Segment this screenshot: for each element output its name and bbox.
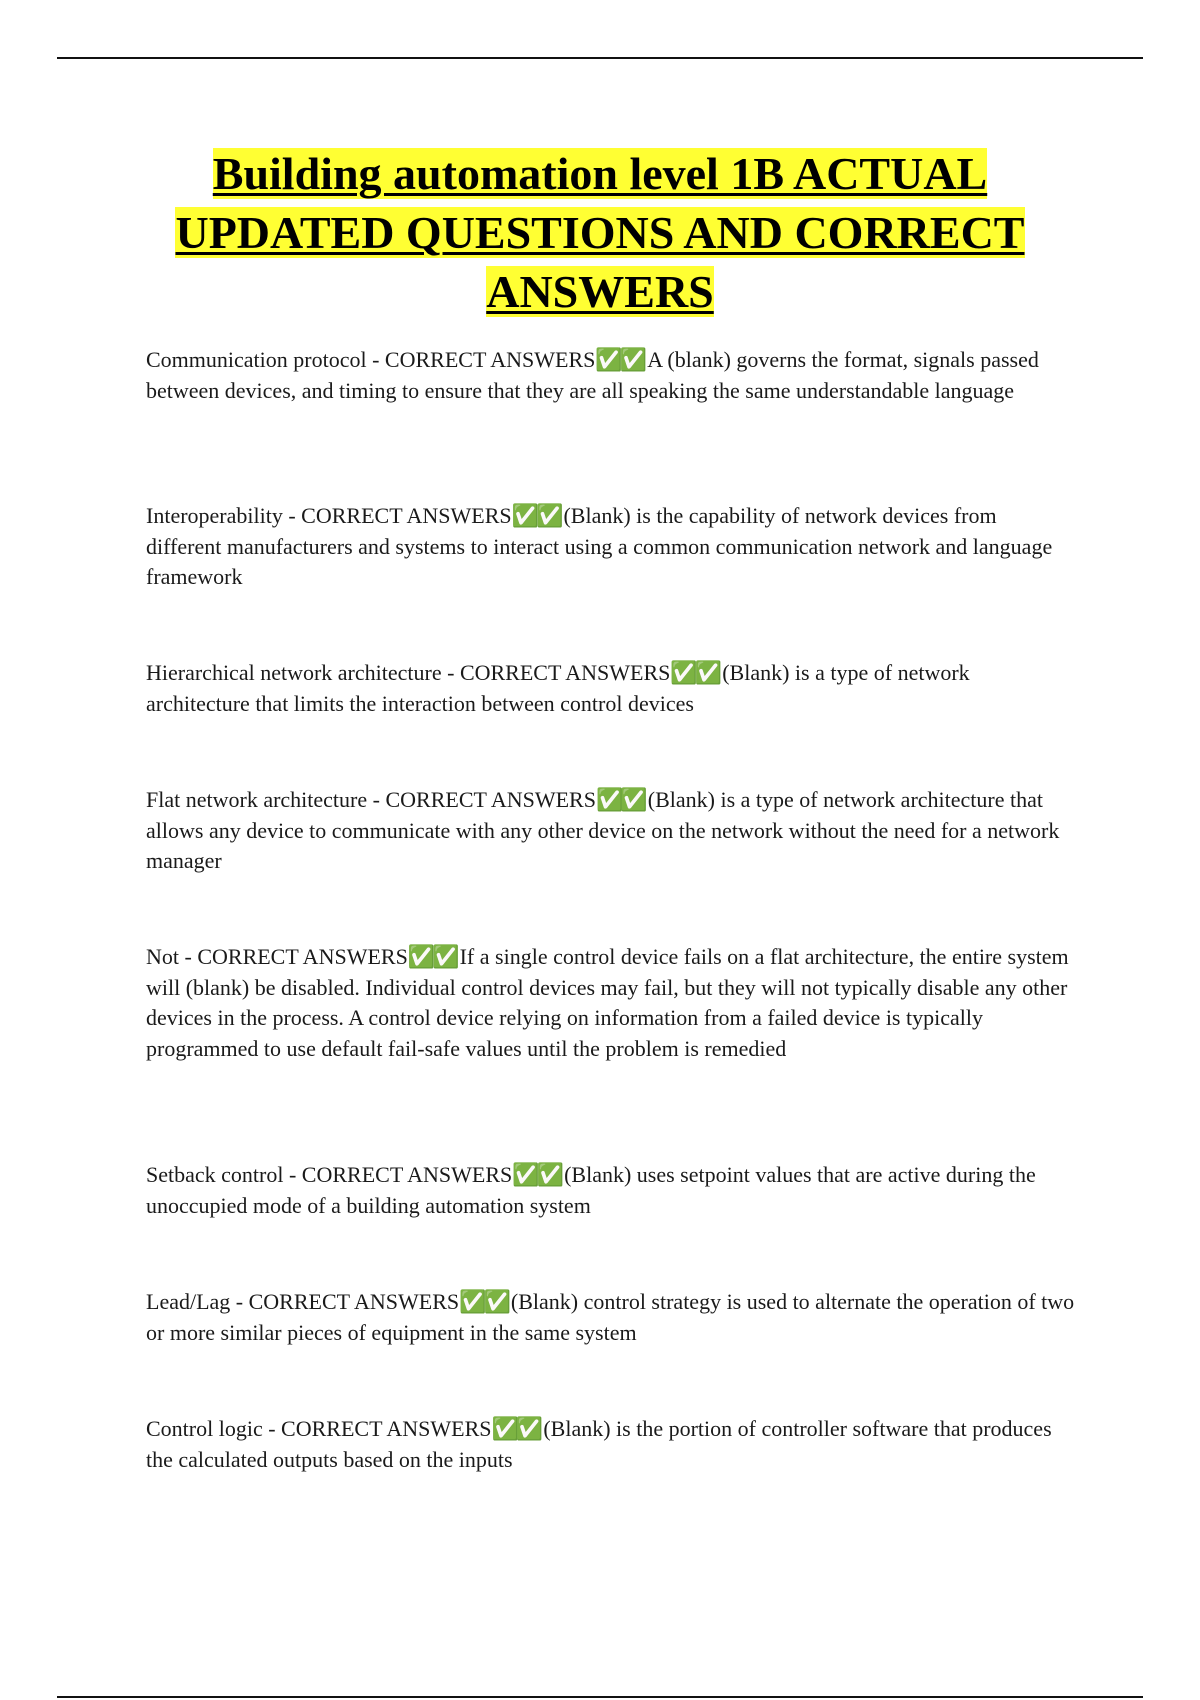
double-check-icon: ✅✅ [595, 787, 645, 812]
entry-term: Flat network architecture [146, 787, 368, 812]
double-check-icon: ✅✅ [407, 944, 457, 969]
qa-entry-control-logic [146, 1414, 1076, 1475]
answer-marker: CORRECT ANSWERS [301, 503, 512, 528]
answer-marker: CORRECT ANSWERS [281, 1416, 492, 1441]
entry-definition: (Blank) control strategy is used to alternate the operation of two or more similar pieces of equipment in the same system [146, 1289, 1075, 1345]
qa-entry-interoperability [146, 501, 1076, 593]
entry-separator: - [283, 1162, 302, 1187]
entry-separator: - [179, 944, 198, 969]
answer-marker: CORRECT ANSWERS [385, 787, 596, 812]
qa-entry-not [146, 942, 1076, 1064]
answer-marker: CORRECT ANSWERS [248, 1289, 460, 1314]
entry-separator: - [441, 660, 460, 685]
entry-term: Communication protocol [146, 347, 367, 372]
entry-definition: (Blank) is the capability of network devices from different manufacturers and systems to interact using a common communication network and language framework [146, 503, 1053, 589]
answer-marker: CORRECT ANSWERS [301, 1162, 513, 1187]
entry-separator: - [282, 503, 302, 528]
entry-term: Not [146, 944, 179, 969]
entry-term: Control logic [146, 1416, 263, 1441]
entry-definition: A (blank) governs the format, signals passed between devices, and timing to ensure that they are all speaking the same understandable language [146, 347, 1039, 403]
double-check-icon: ✅✅ [491, 1416, 541, 1441]
document-title [100, 144, 1100, 321]
entry-term: Interoperability [146, 503, 283, 528]
entry-separator: - [366, 347, 385, 372]
entry-separator: - [367, 787, 386, 812]
entry-definition: (Blank) is a type of network architecture that allows any device to communicate with any other device on the network without the need for a network manager [146, 787, 1060, 873]
top-rule [57, 57, 1143, 59]
qa-entry-setback-control [146, 1160, 1076, 1221]
bottom-rule [57, 1696, 1143, 1698]
entry-term: Setback control [146, 1162, 284, 1187]
entry-term: Lead/Lag [146, 1289, 231, 1314]
double-check-icon: ✅✅ [459, 1289, 508, 1314]
document-title-text: Building automation level 1B ACTUAL UPDATED QUESTIONS AND CORRECT ANSWERS [175, 148, 1025, 317]
qa-entry-flat-network-architecture [146, 785, 1076, 877]
qa-entry-hierarchical-network-architecture [146, 658, 1076, 719]
entry-definition: (Blank) is the portion of controller software that produces the calculated outputs based on the inputs [146, 1416, 1052, 1472]
answer-marker: CORRECT ANSWERS [384, 347, 596, 372]
entry-definition: (Blank) is a type of network architecture that limits the interaction between control devices [146, 660, 970, 716]
answer-marker: CORRECT ANSWERS [197, 944, 408, 969]
entry-definition: (Blank) uses setpoint values that are active during the unoccupied mode of a building automation system [146, 1162, 1036, 1218]
qa-entry-communication-protocol [146, 345, 1076, 406]
entry-separator: - [262, 1416, 282, 1441]
entry-term: Hierarchical network architecture [146, 660, 442, 685]
double-check-icon: ✅✅ [512, 1162, 562, 1187]
answer-marker: CORRECT ANSWERS [459, 660, 671, 685]
entry-separator: - [230, 1289, 249, 1314]
entry-definition: If a single control device fails on a flat architecture, the entire system will (blank) be disabled. Individual control devices may fail, but they will not typically disable any other devices in the process. A control device relying on information from a failed device is typically programmed to use default fail-safe values until the problem is remedied [146, 944, 1069, 1061]
qa-entry-lead-lag [146, 1287, 1076, 1348]
double-check-icon: ✅✅ [511, 503, 561, 528]
double-check-icon: ✅✅ [670, 660, 720, 685]
double-check-icon: ✅✅ [595, 347, 645, 372]
